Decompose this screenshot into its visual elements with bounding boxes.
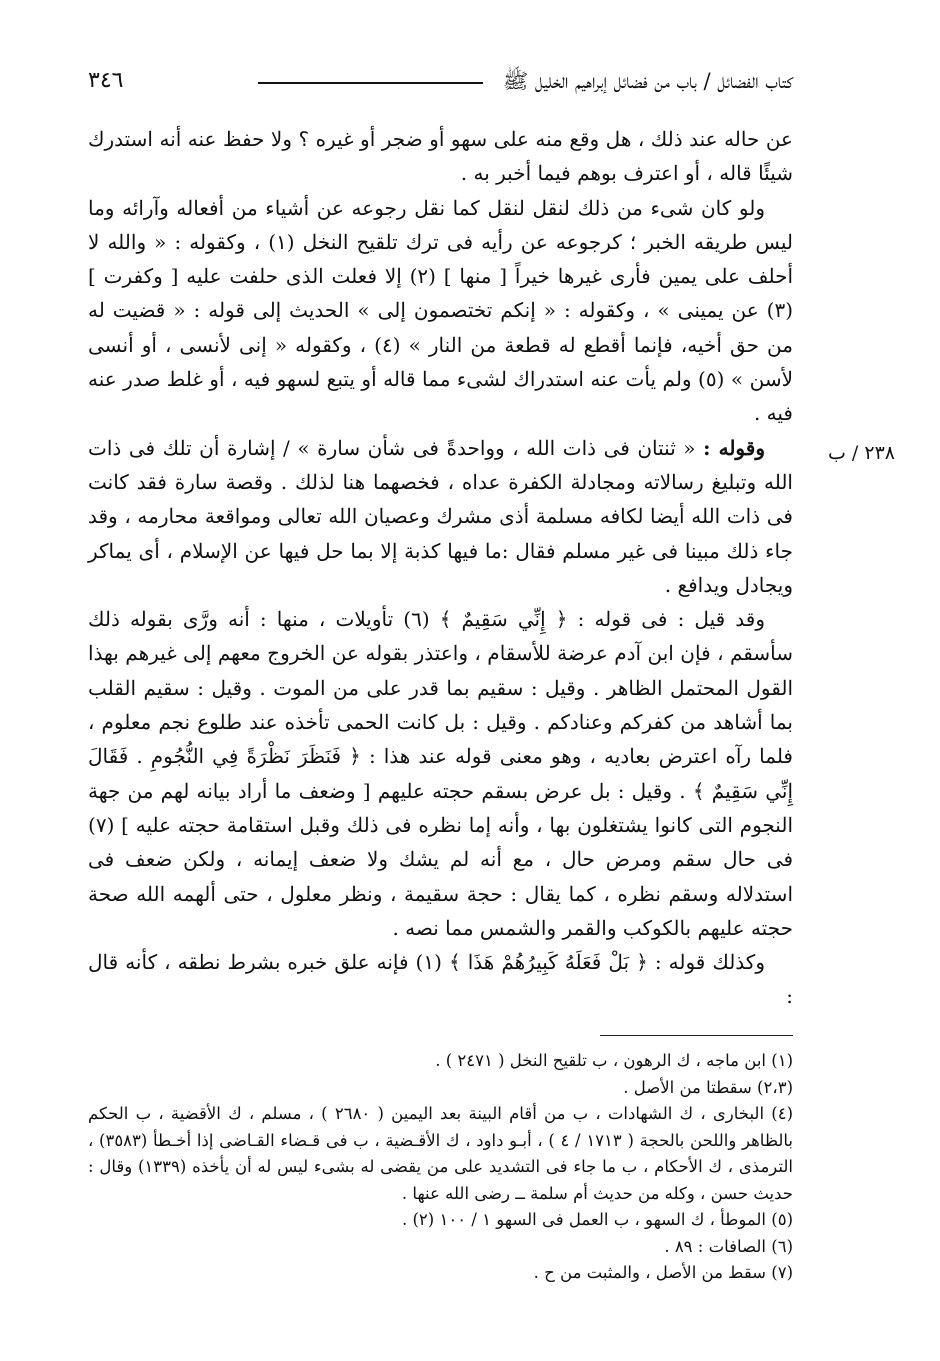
footnote: (١) ابن ماجه ، ك الرهون ، ب تلقيح النخل ( ٢٤٧١ ) . xyxy=(435,1051,793,1070)
paragraph xyxy=(88,431,793,602)
paragraph xyxy=(88,122,793,191)
paragraph-text: ولو كان شىء من ذلك لنقل لنقل كما نقل رجوعه عن أشياء من أفعاله وآرائه وما ليس طريقه الخبر ؛ كرجوعه عن رأيه فى ترك تلقيح النخل (١) ، وكقوله : « والله لا أحلف على يمين فأرى غيرها خيراً [ منها ] (٢) إلا فعلت الذى حلفت عليه [ وكفرت ] (٣) عن يمينى » ، وكقوله : « إنكم تختصمون إلى » الحديث إلى قوله : « قضيت له من حق أخيه، فإنما أقطع له قطعة من النار » (٤) ، وكقوله « إنى لأنسى ، أو أنسى لأسن » (٥) ولم يأت عنه استدراك لشىء مما قاله أو يتبع لسهو فيه ، أو غلط صدر عنه فيه . xyxy=(88,195,794,426)
paragraph-lead: وقوله : xyxy=(703,435,765,460)
page-number: ٣٤٦ xyxy=(88,68,124,93)
paragraph-text: « ثنتان فى ذات الله ، وواحدةً فى شأن سارة » / إشارة أن تلك فى ذات الله وتبليغ رسالاته ومجادلة الكفرة عداه ، فخصهما هنا لذلك . وقصة سارة فقد كانت فى ذات الله أيضا لكافه مسلمة أذى مشرك وعصيان الله تعالى ومواقعة محارمه ، وقد جاء ذلك مبينا فى غير مسلم فقال :ما فيها كذبة إلا بما حل فيها عن الإسلام ، أى يماكر ويجادل ويدافع . xyxy=(88,435,793,597)
manuscript-folio-note: ٢٣٨ / ب xyxy=(828,442,895,464)
paragraph xyxy=(88,191,793,431)
footnote: (٦) الصافات : ٨٩ . xyxy=(664,1236,793,1256)
paragraph-text: وكذلك قوله : ﴿ بَلْ فَعَلَهُ كَبِيرُهُمْ هَذَا ﴾ (١) فإنه علق خبره بشرط نطقه ، كأنه قال : xyxy=(88,950,793,1009)
footnote: (٧) سقط من الأصل ، والمثبت من ح . xyxy=(533,1263,793,1282)
footnote: (٥) الموطأ ، ك السهو ، ب العمل فى السهو ١ / ١٠٠ (٢) . xyxy=(401,1210,793,1229)
paragraph xyxy=(88,945,793,1014)
paragraph-text: عن حاله عند ذلك ، هل وقع منه على سهو أو ضجر أو غيره ؟ ولا حفظ عنه أنه استدرك شيئًا قاله ، أو اعترف بوهم فيما أخبر به . xyxy=(88,127,793,186)
footnote-divider xyxy=(600,1035,793,1036)
running-header xyxy=(88,62,793,106)
main-text xyxy=(88,122,793,1014)
paragraph-text: وقد قيل : فى قوله : ﴿ إِنِّي سَقِيمٌ ﴾ (٦) تأويلات ، منها : أنه ورَّى بقوله ذلك سأسقم ، فإن ابن آدم عرضة للأسقام ، واعتذر بقوله عن الخروج معهم إلى غيرهم بهذا القول المحتمل الظاهر . وقيل : سقيم بما قدر على من الموت . وقيل : سقيم القلب بما أشاهد من كفركم وعنادكم . وقيل : بل كانت الحمى تأخذه عند طلوع نجم معلوم ، فلما رآه اعترض بعاديه ، وهو معنى قوله عند هذا : ﴿ فَنَظَرَ نَظْرَةً فِي النُّجُومِ . فَقَالَ إِنِّي سَقِيمٌ ﴾ . وقيل : بل عرض بسقم حجته عليهم [ وضعف ما أراد بيانه لهم من جهة النجوم التى كانوا يشتغلون بها ، وأنه إما نظره فى ذلك وقبل استقامة حجته عليه ] (٧) فى حال سقم ومرض حال ، مع أنه لم يشك ولا ضعف إيمانه ، ولكن ضعف فى استدلاله وسقم نظره ، كما يقال : حجة سقيمة ، ونظر معلول ، حتى ألهمه الله صحة حجته عليهم بالكوكب والقمر والشمس مما نصه . xyxy=(88,607,793,940)
footnote: (٤) البخارى ، ك الشهادات ، ب من أقام البينة بعد اليمين ( ٢٦٨٠ ) ، مسلم ، ك الأقضية ، ب الحكم بالظاهر واللحن بالحجة ( ١٧١٣ / ٤ ) ، أبـو داود ، ك الأقـضية ، ب فى قـضاء القـاضى إذا أخـطأ (٣٥٨٣) ، الترمذى ، ك الأحكام ، ب ما جاء فى التشديد على من يقضى له بشىء ليس له أن يأخذه (١٣٣٩) وقال : حديث حسن ، وكله من حديث أم سلمة ــ رضى الله عنها . xyxy=(88,1104,794,1203)
header-title: كتاب الفضائل / باب من فضائل إبراهيم الخليل ﷺ xyxy=(502,69,793,93)
footnotes xyxy=(88,1048,793,1287)
footnote: (٢،٣) سقطتا من الأصل . xyxy=(623,1077,793,1097)
paragraph xyxy=(88,602,793,945)
header-rule xyxy=(258,82,483,84)
